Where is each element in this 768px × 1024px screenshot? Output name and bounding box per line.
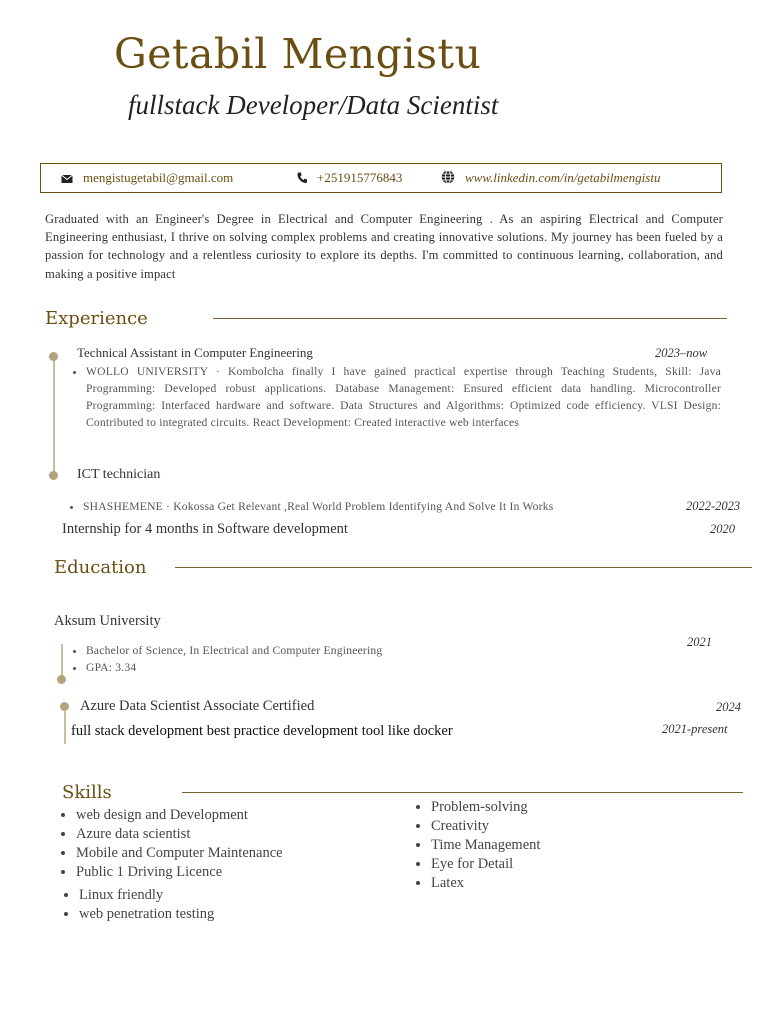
job-title: fullstack Developer/Data Scientist bbox=[128, 90, 499, 120]
job1-title: Technical Assistant in Computer Engineering bbox=[77, 345, 313, 360]
experience-timeline bbox=[53, 356, 55, 476]
fullstack-title: full stack development best practice development tool like docker bbox=[71, 723, 453, 739]
experience-heading: Experience bbox=[45, 308, 148, 329]
candidate-name: Getabil Mengistu bbox=[114, 30, 482, 78]
timeline-dot bbox=[49, 471, 58, 480]
email-item[interactable] bbox=[61, 170, 233, 186]
skill-item: • Azure data scientist bbox=[76, 825, 283, 844]
skill-item: • Problem-solving bbox=[431, 798, 540, 817]
phone-text[interactable]: +251915776843 bbox=[317, 170, 403, 185]
experience-rule bbox=[213, 318, 727, 319]
job2-title: ICT technician bbox=[77, 467, 161, 482]
fullstack-date: 2021-present bbox=[662, 722, 728, 736]
contact-bar bbox=[40, 163, 722, 193]
degree-bullet: • Bachelor of Science, In Electrical and Computer Engineering bbox=[86, 642, 382, 659]
skill-item: • Creativity bbox=[431, 817, 540, 836]
phone-item[interactable] bbox=[297, 170, 402, 186]
linkedin-text[interactable]: www.linkedin.com/in/getabilmengistu bbox=[465, 170, 661, 185]
skill-item: • Linux friendly bbox=[79, 886, 214, 905]
skill-item: • web penetration testing bbox=[79, 905, 214, 924]
gpa-bullet: • GPA: 3.34 bbox=[86, 659, 382, 676]
skill-item: • Eye for Detail bbox=[431, 855, 540, 874]
cert-timeline bbox=[64, 710, 66, 744]
mail-icon bbox=[61, 174, 73, 184]
skills-heading: Skills bbox=[62, 782, 112, 803]
email-text[interactable]: mengistugetabil@gmail.com bbox=[83, 170, 234, 185]
skill-item: • web design and Development bbox=[76, 806, 283, 825]
linkedin-item[interactable] bbox=[441, 170, 660, 186]
job2-date: 2022-2023 bbox=[686, 499, 741, 513]
timeline-dot bbox=[49, 352, 58, 361]
skill-item: • Time Management bbox=[431, 836, 540, 855]
phone-icon bbox=[297, 172, 307, 184]
school-name: Aksum University bbox=[54, 613, 161, 629]
globe-icon bbox=[441, 170, 455, 184]
cert-date: 2024 bbox=[716, 700, 741, 714]
job1-bullet: • WOLLO UNIVERSITY · Kombolcha finally I have gained practical expertise through Teaching Students, Skill: Java Programming: Developed robust applications. Database Management: Ensured efficient data handling. Microcontroller Programming: Interfaced hardware and software. Data Structures and Algorithms: Optimized code efficiency. VLSI Design: Contributed to integrated circuits. React Development: Created interactive web interfaces bbox=[86, 363, 721, 431]
skills-column-2 bbox=[417, 798, 540, 893]
degree-details bbox=[75, 642, 382, 676]
timeline-dot bbox=[57, 675, 66, 684]
school-date: 2021 bbox=[687, 635, 712, 649]
skill-item: • Latex bbox=[431, 874, 540, 893]
internship-date: 2020 bbox=[710, 522, 735, 536]
job2-bullet: • SHASHEMENE · Kokossa Get Relevant ,Real World Problem Identifying And Solve It In Works bbox=[83, 498, 553, 515]
job1-description bbox=[75, 363, 721, 431]
skill-item: • Public 1 Driving Licence bbox=[76, 863, 283, 882]
internship-title: Internship for 4 months in Software development bbox=[62, 521, 348, 537]
education-heading: Education bbox=[54, 557, 147, 578]
skills-column-1 bbox=[62, 806, 283, 882]
summary-paragraph: Graduated with an Engineer's Degree in Electrical and Computer Engineering . As an aspiring Electrical and Computer Engineering enthusiast, I thrive on solving complex problems and creating innovative solutions. My journey has been fueled by a passion for technology and a relentless curiosity to explore its depths. I'm committed to continuous learning, collaboration, and making a positive impact bbox=[45, 212, 723, 281]
education-rule bbox=[175, 567, 752, 568]
skill-item: • Mobile and Computer Maintenance bbox=[76, 844, 283, 863]
cert-title: Azure Data Scientist Associate Certified bbox=[80, 698, 315, 714]
skills-rule bbox=[182, 792, 743, 793]
skills-column-1b bbox=[65, 886, 214, 924]
job1-date: 2023–now bbox=[655, 346, 708, 360]
job2-description bbox=[72, 498, 553, 515]
